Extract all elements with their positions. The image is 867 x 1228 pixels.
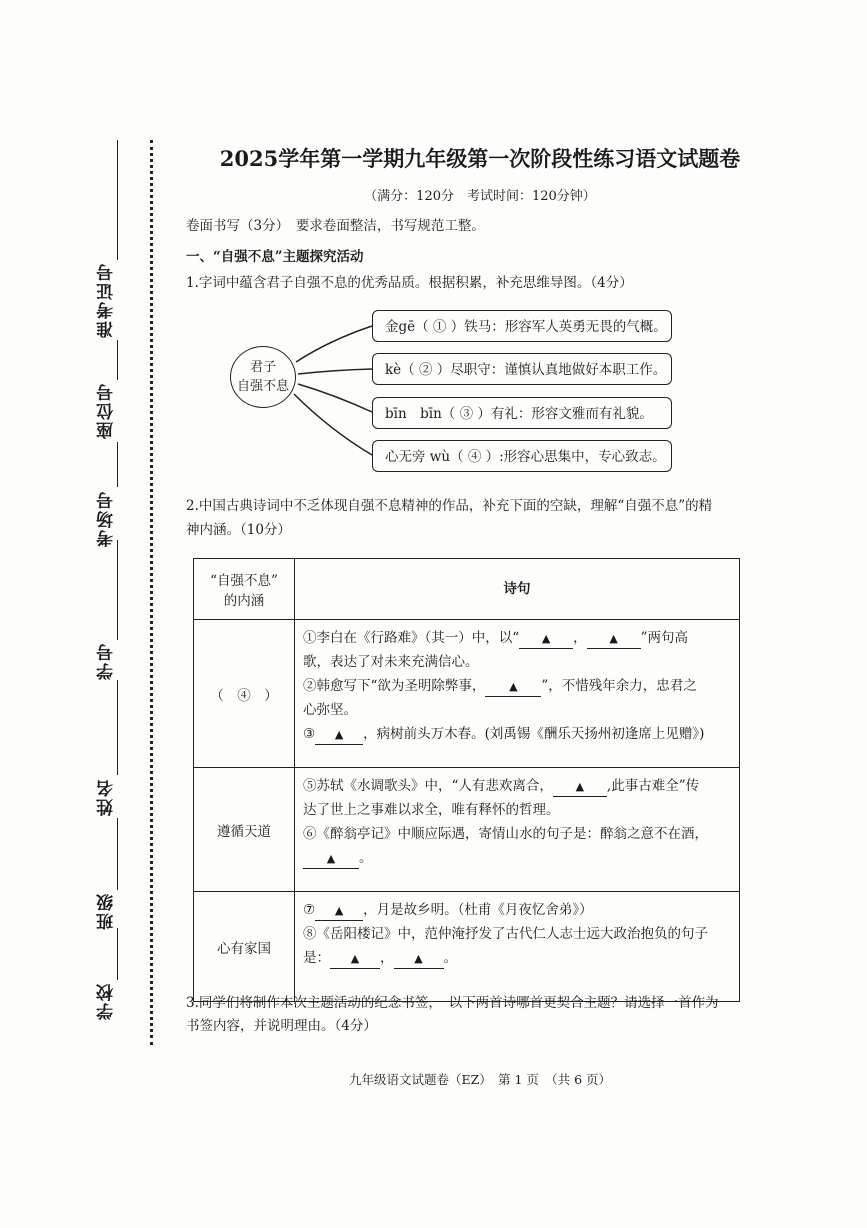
verse-text: ，: [573, 630, 587, 646]
answer-blank[interactable]: [303, 849, 359, 869]
table-header-verse: 诗句: [295, 559, 740, 620]
page-footer: 九年级语文试题卷（EZ） 第 1 页 （共 6 页）: [348, 1072, 612, 1087]
verse-text: 歌，表达了对未来充满信心。: [303, 654, 479, 670]
mindmap-center-node: [230, 346, 296, 408]
table-row: [194, 892, 740, 1002]
q3-prompt: 书签内容，并说明理由。（4分）: [186, 1018, 377, 1034]
verse-text: ，: [380, 950, 394, 966]
verse-text: 心弥坚。: [303, 702, 357, 718]
row-meaning: 心有家国: [194, 892, 295, 1002]
table-header-meaning: [194, 559, 295, 620]
verse-text: ，月是故乡明。（杜甫《月夜忆舍弟》）: [363, 902, 593, 918]
verse-text: ”，不惜残年余力，忠君之: [541, 678, 697, 694]
exam-subtitle: （满分：120分 考试时间：120分钟）: [364, 189, 596, 204]
verse-text: ②韩愈写下“欲为圣明除弊事，: [303, 678, 486, 694]
verse-text: 。: [359, 850, 373, 866]
center-label: 自强不息: [236, 379, 289, 394]
q3-prompt: 3.同学们将制作本次主题活动的纪念书签， 以下两首诗哪首更契合主题？请选择一首作为: [186, 995, 719, 1011]
mindmap-item-2: kè（ ② ）尽职守：谨慎认真地做好本职工作。: [372, 353, 672, 385]
verse-text: ,此事古难全”传: [606, 778, 700, 794]
field-label: 准考证号: [96, 262, 117, 338]
table-header-row: [194, 559, 740, 620]
answer-blank[interactable]: [394, 949, 444, 969]
blank-marker: ▲: [334, 904, 344, 917]
field-label: 座位号: [96, 382, 117, 439]
blank-marker: ▲: [414, 952, 423, 965]
header-text: “自强不息”: [210, 573, 278, 589]
blank-marker: ▲: [609, 632, 618, 645]
row-meaning: （ ④ ）: [194, 620, 295, 768]
verse-text: ”两句高: [640, 630, 689, 646]
blank-marker: ▲: [575, 780, 585, 793]
verse-text: ⑧《岳阳楼记》中，范仲淹抒发了古代仁人志士远大政治抱负的句子: [303, 926, 708, 942]
poetry-table: [193, 558, 740, 1002]
field-label: 班级: [96, 892, 117, 930]
row-meaning: 遵循天道: [194, 768, 295, 892]
verse-text: 。: [443, 950, 457, 966]
answer-blank[interactable]: [485, 677, 541, 697]
answer-blank[interactable]: [315, 901, 363, 921]
blank-marker: ▲: [326, 852, 336, 865]
mindmap-item-1: 金gē（ ① ）铁马：形容军人英勇无畏的气概。: [372, 310, 672, 342]
q2-prompt: 2.中国古典诗词中不乏体现自强不息精神的作品，补充下面的空缺，理解“自强不息”的精: [186, 498, 713, 514]
field-label: 学校: [96, 982, 117, 1020]
answer-blank[interactable]: [330, 949, 380, 969]
field-label: 考场号: [96, 490, 117, 547]
field-label: 姓名: [96, 778, 117, 816]
q1-prompt: 1.字词中蕴含君子自强不息的优秀品质。根据积累，补充思维导图。（4分）: [186, 275, 633, 291]
center-label: 君子: [249, 360, 276, 375]
q2-prompt: 神内涵。（10分）: [186, 522, 291, 538]
row-verses: [295, 768, 740, 892]
blank-marker: ▲: [350, 952, 360, 965]
handwriting-note: 卷面书写（3分） 要求卷面整洁，书写规范工整。: [186, 218, 485, 234]
verse-text: 是：: [303, 950, 330, 966]
row-verses: [295, 620, 740, 768]
answer-blank[interactable]: [553, 777, 607, 797]
table-row: [194, 620, 740, 768]
verse-text: ⑥《醉翁亭记》中顺应际遇，寄情山水的句子是：醉翁之意不在酒，: [303, 826, 708, 842]
exam-title: 2025学年第一学期九年级第一次阶段性练习语文试题卷: [219, 146, 741, 171]
answer-blank[interactable]: [315, 725, 363, 745]
verse-text: ①李白在《行路难》（其一）中，以“: [303, 630, 520, 646]
blank-marker: ▲: [334, 728, 344, 741]
table-row: [194, 768, 740, 892]
verse-text: ③: [303, 726, 316, 742]
verse-text: 达了世上之事难以求全，唯有释怀的哲理。: [303, 802, 560, 818]
verse-text: ⑤苏轼《水调歌头》中，“人有悲欢离合，: [303, 778, 553, 794]
blank-marker: ▲: [509, 680, 518, 693]
mindmap-item-3: bīn bīn（ ③ ）有礼：形容文雅而有礼貌。: [372, 397, 672, 429]
mindmap-item-4: 心无旁 wù（ ④ ）:形容心思集中，专心致志。: [372, 440, 672, 472]
field-label: 学号: [96, 642, 117, 680]
answer-blank[interactable]: [587, 629, 641, 649]
answer-blank[interactable]: [519, 629, 573, 649]
blank-marker: ▲: [541, 632, 551, 645]
header-text: 的内涵: [223, 593, 265, 609]
row-verses: [295, 892, 740, 1002]
verse-text: ⑦: [303, 902, 316, 918]
section-heading: 一、“自强不息”主题探究活动: [186, 249, 364, 265]
verse-text: ，病树前头万木春。(刘禹锡《酬乐天扬州初逢席上见赠》): [363, 726, 705, 742]
